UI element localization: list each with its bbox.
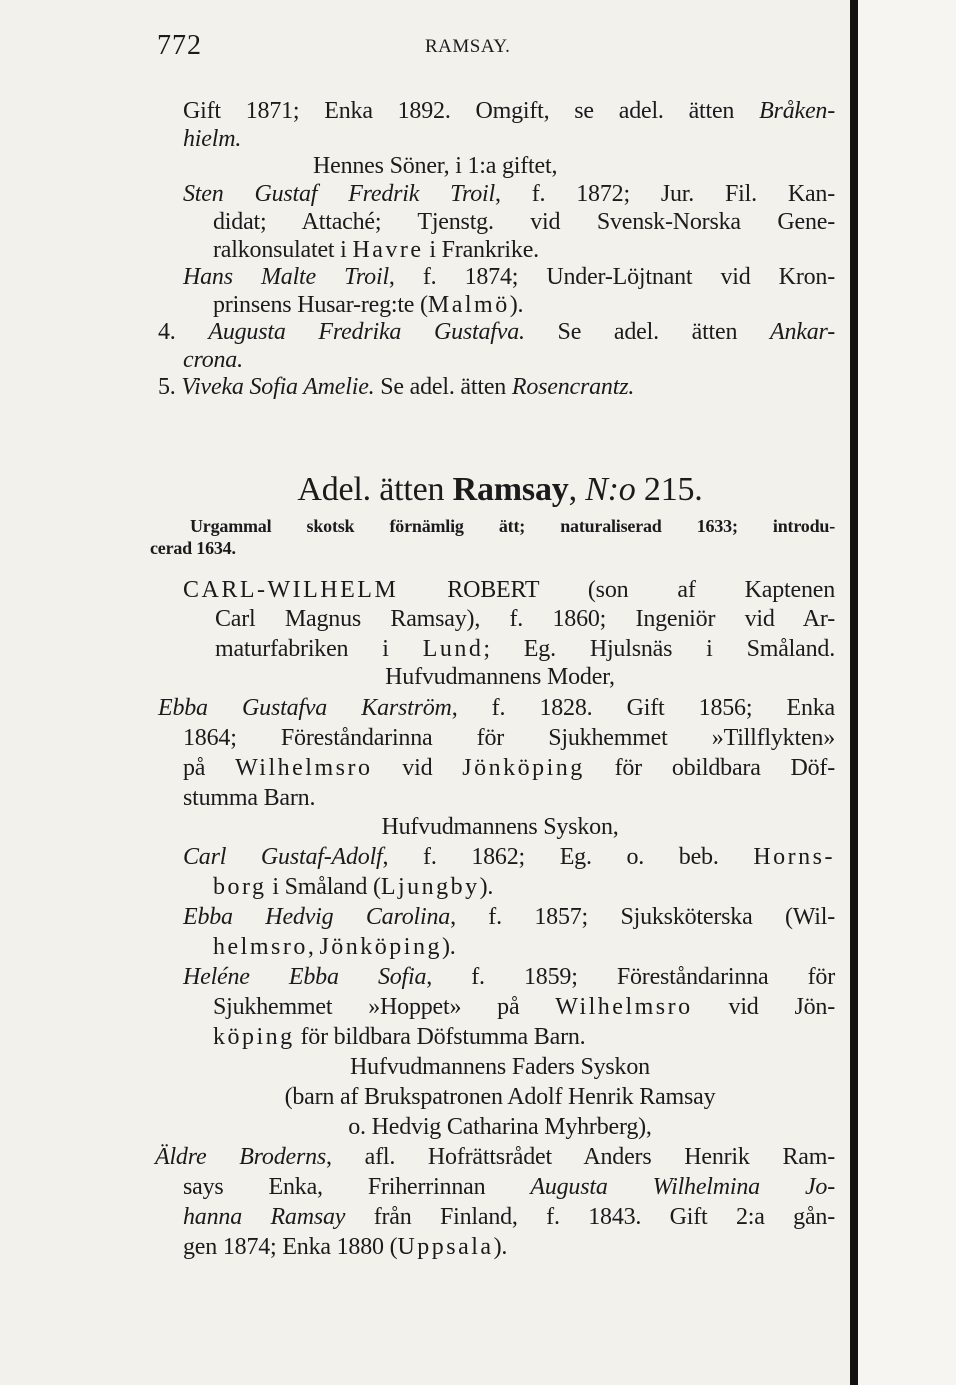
text-run: ; Eg. Hjulsnäs i Småland. xyxy=(483,636,835,662)
text-line xyxy=(213,992,835,1022)
text-run: , f. 1828. Gift 1856; Enka xyxy=(451,695,835,721)
entry-line xyxy=(155,1142,835,1172)
text-run: 5. xyxy=(158,374,182,400)
family-name: Ramsay xyxy=(452,471,569,508)
text-run: 1864; Föreståndarinna för Sjukhemmet »Tillflykten» xyxy=(183,725,835,751)
section-heading xyxy=(150,812,850,842)
text-run: helmsro xyxy=(213,934,308,960)
text-run: Malmö xyxy=(427,292,510,318)
entry-line xyxy=(158,317,835,347)
text-run: Wilhelmsro xyxy=(235,755,373,781)
text-line xyxy=(213,290,523,320)
text-run: Urgammal skotsk förnämlig ätt; naturaliserad 1633; introdu- xyxy=(190,516,835,536)
text-run: ). xyxy=(509,292,524,318)
text-line xyxy=(183,345,243,375)
text-run: borg xyxy=(213,874,267,900)
text-run: , afl. Hofrättsrådet Anders Henrik Ram- xyxy=(326,1144,835,1170)
text-run: Sjukhemmet »Hoppet» på xyxy=(213,994,556,1020)
text-run: för obildbara Döf- xyxy=(584,755,836,781)
entry-line xyxy=(158,372,634,402)
text-run: Horns- xyxy=(753,844,835,870)
text-run: gen 1874; Enka 1880 ( xyxy=(183,1234,398,1260)
text-run: vid Jön- xyxy=(692,994,836,1020)
text-run: stumma Barn. xyxy=(183,785,316,811)
text-run: maturfabriken i xyxy=(215,636,423,662)
text-run: Se adel. ätten xyxy=(374,374,512,400)
adjacent-page-margin xyxy=(858,0,956,1385)
text-run: says Enka, Friherrinnan xyxy=(183,1174,531,1200)
section-heading xyxy=(150,662,850,692)
italic-name: Hans Malte Troil xyxy=(183,264,389,290)
italic-name: crona. xyxy=(183,347,243,373)
entry-line xyxy=(183,262,835,292)
text-run: i Småland ( xyxy=(266,874,381,900)
text-run: Carl Magnus Ramsay), f. 1860; Ingeniör vid Ar- xyxy=(215,606,835,632)
italic-name: Rosencrantz. xyxy=(511,374,635,400)
text-run: Adel. ätten xyxy=(297,471,453,508)
text-run: vid xyxy=(372,755,463,781)
text-run: , f. 1872; Jur. Fil. Kan- xyxy=(494,181,835,207)
text-run: Jönköping xyxy=(319,934,442,960)
italic-name: Heléne Ebba Sofia xyxy=(183,964,427,990)
entry-line xyxy=(183,179,835,209)
italic-name: Carl Gustaf-Adolf xyxy=(183,844,383,870)
text-line xyxy=(183,96,835,126)
text-run: , f. 1859; Föreståndarinna för xyxy=(426,964,835,990)
running-head: RAMSAY. xyxy=(425,36,511,57)
text-run: på xyxy=(183,755,236,781)
text-run: Jönköping xyxy=(462,755,585,781)
italic-name: hielm. xyxy=(183,126,242,152)
text-run: (barn af Brukspatronen Adolf Henrik Ramsay xyxy=(284,1084,716,1110)
text-line xyxy=(183,783,315,813)
text-run: , f. 1857; Sjuksköterska (Wil- xyxy=(450,904,835,930)
section-heading xyxy=(150,1112,850,1142)
page-edge-shadow xyxy=(850,0,858,1385)
family-title xyxy=(150,470,850,510)
text-line xyxy=(213,207,835,237)
entry-line xyxy=(183,962,835,992)
section-heading xyxy=(313,151,557,181)
text-run: Lund xyxy=(422,636,484,662)
family-intro xyxy=(150,536,236,560)
text-line xyxy=(213,932,456,962)
text-line xyxy=(183,753,835,783)
text-run: Havre xyxy=(352,237,424,263)
text-run: i Frankrike. xyxy=(423,237,539,263)
text-run: ralkonsulatet i xyxy=(213,237,353,263)
entry-line xyxy=(183,902,835,932)
text-run: från Finland, f. 1843. Gift 2:a gån- xyxy=(345,1204,835,1230)
text-run: , f. 1874; Under-Löjtnant vid Kron- xyxy=(388,264,836,290)
family-intro xyxy=(190,514,835,544)
italic-name: Ebba Hedvig Carolina xyxy=(183,904,451,930)
italic-name: Ankar- xyxy=(770,319,835,345)
text-line xyxy=(183,1202,835,1232)
text-run: för bildbara Döfstumma Barn. xyxy=(294,1024,586,1050)
text-run: , xyxy=(307,934,320,960)
text-run: Hufvudmannens Syskon, xyxy=(381,814,619,840)
text-run: Uppsala xyxy=(397,1234,494,1260)
text-run: 215. xyxy=(635,471,703,508)
text-run: Hufvudmannens Faders Syskon xyxy=(350,1054,650,1080)
italic-name: Ebba Gustafva Karström xyxy=(158,695,452,721)
text-run: cerad 1634. xyxy=(150,538,236,558)
italic-name: N:o xyxy=(585,471,636,508)
section-heading xyxy=(150,1052,850,1082)
text-run: 4. xyxy=(158,319,209,345)
text-run: prinsens Husar-reg:te ( xyxy=(213,292,428,318)
text-line xyxy=(215,634,835,664)
text-run: ). xyxy=(441,934,456,960)
italic-name: Sten Gustaf Fredrik Troil xyxy=(183,181,495,207)
italic-name: Viveka Sofia Amelie. xyxy=(181,374,375,400)
text-line xyxy=(215,604,835,634)
text-run: Se adel. ätten xyxy=(524,319,771,345)
text-run: Gift 1871; Enka 1892. Omgift, se adel. ätten xyxy=(183,98,760,124)
text-run: , f. 1862; Eg. o. beb. xyxy=(382,844,754,870)
text-line xyxy=(213,1022,585,1052)
text-line xyxy=(213,872,493,902)
text-run: o. Hedvig Catharina Myhrberg), xyxy=(348,1114,652,1140)
italic-name: Äldre Broderns xyxy=(155,1144,327,1170)
text-run: CARL-WILHELM xyxy=(183,577,399,603)
italic-name: Augusta Fredrika Gustafva. xyxy=(208,319,525,345)
text-run: köping xyxy=(213,1024,295,1050)
text-line xyxy=(183,1172,835,1202)
entry-line xyxy=(183,842,835,872)
italic-name: Bråken- xyxy=(759,98,835,124)
text-line xyxy=(183,723,835,753)
italic-name: Augusta Wilhelmina Jo- xyxy=(530,1174,835,1200)
text-line xyxy=(183,124,241,154)
text-line xyxy=(183,1232,507,1262)
entry-line xyxy=(183,575,835,605)
section-heading xyxy=(150,1082,850,1112)
text-run: ROBERT (son af Kaptenen xyxy=(398,577,835,603)
text-run: Wilhelmsro xyxy=(555,994,693,1020)
text-run: Hennes Söner, i 1:a giftet, xyxy=(313,153,558,179)
text-run: ). xyxy=(479,874,494,900)
text-run: Hufvudmannens Moder, xyxy=(385,664,615,690)
text-run: ). xyxy=(493,1234,508,1260)
entry-line xyxy=(158,693,835,723)
text-run: Ljungby xyxy=(380,874,480,900)
page-number: 772 xyxy=(157,30,202,61)
text-run: , xyxy=(568,471,586,508)
italic-name: hanna Ramsay xyxy=(183,1204,346,1230)
text-run: didat; Attaché; Tjenstg. vid Svensk-Norska Gene- xyxy=(213,209,835,235)
text-line xyxy=(213,235,539,265)
